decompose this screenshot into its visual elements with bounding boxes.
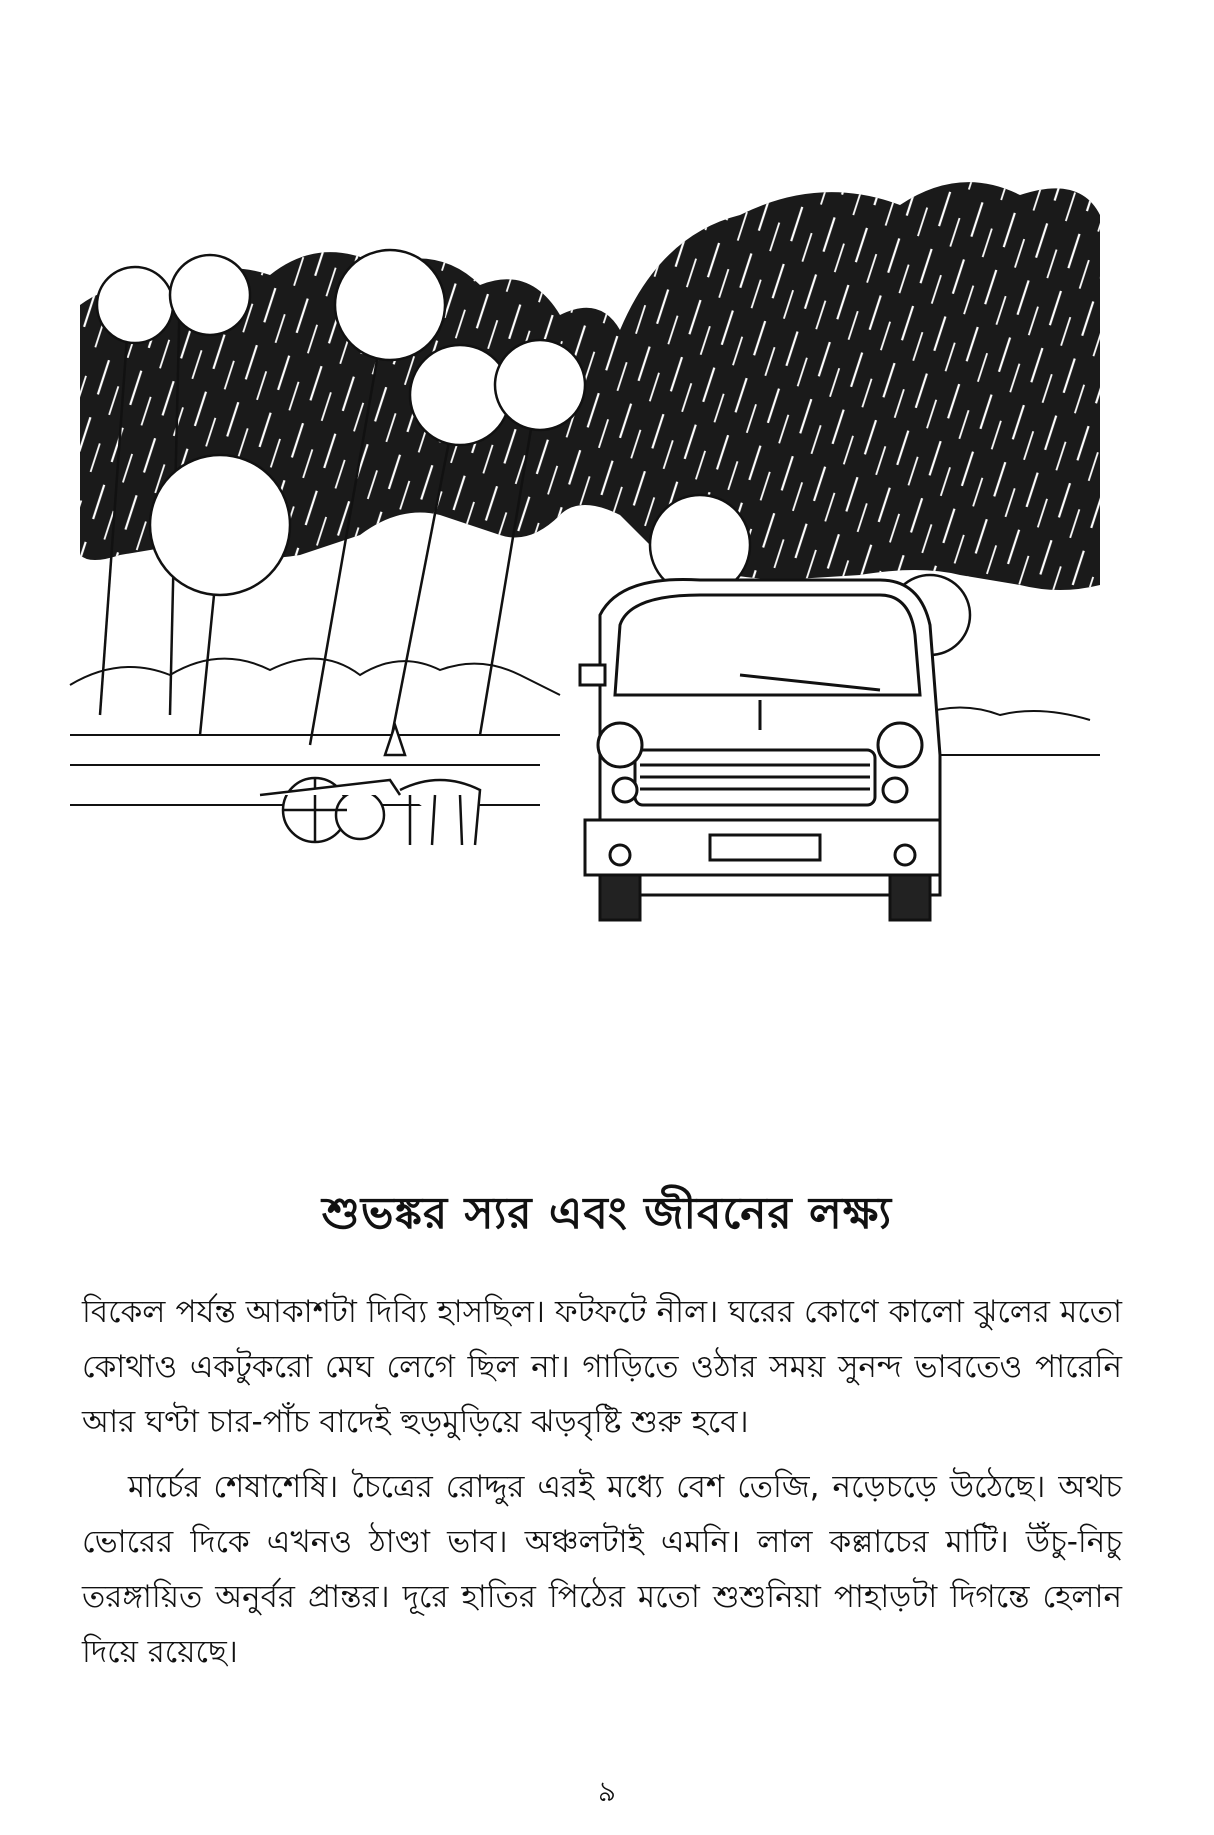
body-text [82,1285,1122,1690]
chapter-title: শুভঙ্কর স্যর এবং জীবনের লক্ষ্য [321,1188,893,1239]
paragraph: বিকেল পর্যন্ত আকাশটা দিব্যি হাসছিল। ফটফটে নীল। ঘরের কোণে কালো ঝুলের মতো কোথাও একটুকরো মেঘ লেগে ছিল না। গাড়িতে ওঠার সময় সুনন্দ ভাবতেও পারেনি আর ঘণ্টা চার-পাঁচ বাদেই হুড়মুড়িয়ে ঝড়বৃষ্টি শুরু হবে। [82,1294,1122,1440]
page-number: ৯ [597,1775,617,1808]
paragraph: মার্চের শেষাশেষি। চৈত্রের রোদ্দুর এরই মধ্যে বেশ তেজি, নড়েচড়ে উঠেছে। অথচ ভোরের দিকে এখনও ঠাণ্ডা ভাব। অঞ্চলটাই এমনি। লাল কল্লাচের মাটি। উঁচু-নিচু তরঙ্গায়িত অনুর্বর প্রান্তর। দূরে হাতির পিঠের মতো শুশুনিয়া পাহাড়টা দিগন্তে হেলান দিয়ে রয়েছে। [82,1469,1122,1670]
bullock-cart [260,725,480,845]
rain-storm-illustration [60,155,1130,1075]
car [580,579,940,920]
